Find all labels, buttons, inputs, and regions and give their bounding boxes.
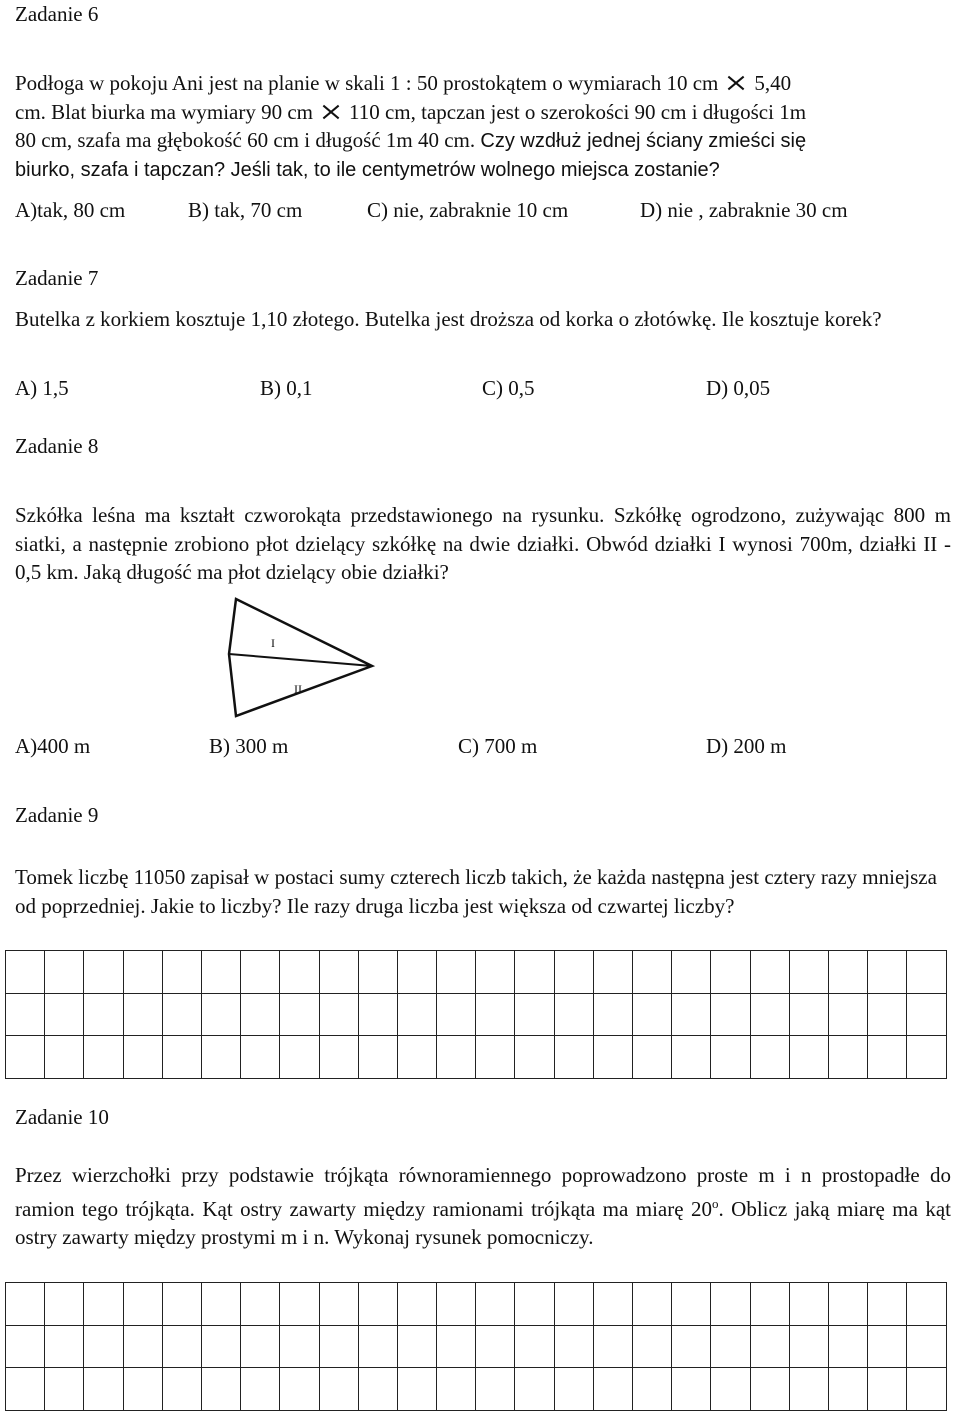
grid-cell[interactable] xyxy=(672,1325,711,1368)
grid-cell[interactable] xyxy=(319,1283,358,1326)
grid-cell[interactable] xyxy=(515,1283,554,1326)
grid-cell[interactable] xyxy=(593,951,632,994)
grid-cell[interactable] xyxy=(319,1325,358,1368)
grid-cell[interactable] xyxy=(6,951,45,994)
grid-cell[interactable] xyxy=(397,993,436,1036)
grid-cell[interactable] xyxy=(828,951,867,994)
grid-cell[interactable] xyxy=(907,1283,946,1326)
zadanie-6-line-4: biurko, szafa i tapczan? Jeśli tak, to ile centymetrów wolnego miejsca zostanie? xyxy=(15,158,720,181)
grid-cell[interactable] xyxy=(672,951,711,994)
grid-cell[interactable] xyxy=(789,1036,828,1079)
grid-cell[interactable] xyxy=(6,1325,45,1368)
grid-cell[interactable] xyxy=(6,1036,45,1079)
zadanie-6-line-1 xyxy=(15,69,951,98)
zadanie-6-text xyxy=(15,69,951,184)
grid-cell[interactable] xyxy=(123,1325,162,1368)
grid-row xyxy=(6,1325,947,1368)
grid-cell[interactable] xyxy=(828,993,867,1036)
grid-cell[interactable] xyxy=(437,951,476,994)
zadanie-6-line-2 xyxy=(15,98,951,127)
grid-cell[interactable] xyxy=(280,1325,319,1368)
grid-cell[interactable] xyxy=(515,1036,554,1079)
grid-row xyxy=(6,1283,947,1326)
grid-cell[interactable] xyxy=(907,1036,946,1079)
zadanie-6-line-1-b: 5,40 xyxy=(754,71,792,95)
zadanie-6-title: Zadanie 6 xyxy=(15,2,99,26)
grid-cell[interactable] xyxy=(711,951,750,994)
grid-cell[interactable] xyxy=(711,1325,750,1368)
grid-row xyxy=(6,1036,947,1079)
grid-cell[interactable] xyxy=(750,1283,789,1326)
grid-row xyxy=(6,993,947,1036)
grid-cell[interactable] xyxy=(868,951,907,994)
grid-cell[interactable] xyxy=(280,1283,319,1326)
zadanie-7-title: Zadanie 7 xyxy=(15,266,99,290)
grid-cell[interactable] xyxy=(319,1036,358,1079)
grid-cell[interactable] xyxy=(554,1036,593,1079)
grid-cell[interactable] xyxy=(397,1036,436,1079)
grid-cell[interactable] xyxy=(201,1036,240,1079)
grid-cell[interactable] xyxy=(45,993,84,1036)
zadanie-6-line-1-a: Podłoga w pokoju Ani jest na planie w skali 1 : 50 prostokątem o wymiarach 10 cm xyxy=(15,71,719,95)
grid-cell[interactable] xyxy=(162,1325,201,1368)
multiply-sign-icon xyxy=(319,104,343,120)
grid-cell[interactable] xyxy=(672,1283,711,1326)
grid-cell[interactable] xyxy=(554,1283,593,1326)
grid-cell[interactable] xyxy=(358,1325,397,1368)
grid-cell[interactable] xyxy=(515,951,554,994)
grid-cell[interactable] xyxy=(358,1036,397,1079)
zadanie-7-option-c: C) 0,5 xyxy=(482,376,535,400)
grid-cell[interactable] xyxy=(868,1325,907,1368)
grid-cell[interactable] xyxy=(397,951,436,994)
grid-cell[interactable] xyxy=(515,993,554,1036)
zadanie-9-title: Zadanie 9 xyxy=(15,803,99,827)
grid-cell[interactable] xyxy=(45,1283,84,1326)
grid-cell[interactable] xyxy=(476,993,515,1036)
grid-cell[interactable] xyxy=(162,1036,201,1079)
grid-cell[interactable] xyxy=(45,1325,84,1368)
zadanie-7-text: Butelka z korkiem kosztuje 1,10 złotego. Butelka jest droższa od korka o złotówkę. Ile kosztuje korek? xyxy=(15,307,882,331)
grid-cell[interactable] xyxy=(633,993,672,1036)
grid-cell[interactable] xyxy=(319,993,358,1036)
answer-grid-10[interactable] xyxy=(5,1282,947,1411)
grid-cell[interactable] xyxy=(515,1325,554,1368)
grid-cell[interactable] xyxy=(868,993,907,1036)
grid-cell[interactable] xyxy=(711,993,750,1036)
grid-cell[interactable] xyxy=(123,951,162,994)
zadanie-6-line-3-serif: 80 cm, szafa ma głębokość 60 cm i długość 1m 40 cm. xyxy=(15,128,476,152)
grid-cell[interactable] xyxy=(437,993,476,1036)
zadanie-7-option-d: D) 0,05 xyxy=(706,376,771,400)
grid-cell[interactable] xyxy=(633,951,672,994)
zadanie-6-line-3 xyxy=(15,126,951,156)
zadanie-8-option-a: A)400 m xyxy=(15,734,91,758)
grid-cell[interactable] xyxy=(241,1036,280,1079)
grid-cell[interactable] xyxy=(437,1325,476,1368)
grid-cell[interactable] xyxy=(241,1283,280,1326)
grid-cell[interactable] xyxy=(162,1283,201,1326)
grid-cell[interactable] xyxy=(358,1283,397,1326)
grid-cell[interactable] xyxy=(789,951,828,994)
grid-cell[interactable] xyxy=(45,1036,84,1079)
grid-cell[interactable] xyxy=(789,1283,828,1326)
grid-cell[interactable] xyxy=(397,1325,436,1368)
grid-cell[interactable] xyxy=(162,951,201,994)
zadanie-6-line-3-sans: Czy wzdłuż jednej ściany zmieści się xyxy=(480,130,807,152)
zadanie-10-text-a: Przez wierzchołki przy podstawie trójkąta równoramiennego poprowadzono proste m i n prostopadłe do ramion tego trójkąta. Kąt ostry zawarty między ramionami trójkąta ma miarę 20 xyxy=(15,1163,951,1221)
grid-cell[interactable] xyxy=(84,1036,123,1079)
grid-cell[interactable] xyxy=(711,1036,750,1079)
grid-cell[interactable] xyxy=(241,1325,280,1368)
grid-cell[interactable] xyxy=(84,1325,123,1368)
grid-cell[interactable] xyxy=(593,1283,632,1326)
grid-cell[interactable] xyxy=(6,1283,45,1326)
quadrilateral-outline xyxy=(229,599,372,716)
grid-cell[interactable] xyxy=(750,1325,789,1368)
zadanie-8-option-b: B) 300 m xyxy=(209,734,289,758)
grid-cell[interactable] xyxy=(241,993,280,1036)
grid-cell[interactable] xyxy=(750,993,789,1036)
grid-cell[interactable] xyxy=(123,1036,162,1079)
zadanie-6-option-a: A)tak, 80 cm xyxy=(15,198,126,222)
grid-cell[interactable] xyxy=(868,1036,907,1079)
grid-cell[interactable] xyxy=(554,951,593,994)
grid-cell[interactable] xyxy=(280,951,319,994)
grid-cell[interactable] xyxy=(789,993,828,1036)
grid-cell[interactable] xyxy=(593,1325,632,1368)
grid-cell[interactable] xyxy=(633,1325,672,1368)
grid-cell[interactable] xyxy=(907,993,946,1036)
grid-cell[interactable] xyxy=(319,951,358,994)
grid-cell[interactable] xyxy=(201,951,240,994)
grid-cell[interactable] xyxy=(476,951,515,994)
grid-cell[interactable] xyxy=(123,1283,162,1326)
grid-cell[interactable] xyxy=(123,993,162,1036)
grid-cell[interactable] xyxy=(84,993,123,1036)
grid-cell[interactable] xyxy=(672,993,711,1036)
zadanie-6-option-c: C) nie, zabraknie 10 cm xyxy=(367,198,569,222)
zadanie-6-line-2-a: cm. Blat biurka ma wymiary 90 cm xyxy=(15,99,314,124)
grid-cell[interactable] xyxy=(750,951,789,994)
grid-cell[interactable] xyxy=(476,1283,515,1326)
grid-row xyxy=(6,951,947,994)
grid-cell[interactable] xyxy=(593,1036,632,1079)
grid-cell[interactable] xyxy=(358,993,397,1036)
grid-cell[interactable] xyxy=(84,1283,123,1326)
zadanie-7-option-b: B) 0,1 xyxy=(260,376,313,400)
grid-cell[interactable] xyxy=(397,1283,436,1326)
grid-cell[interactable] xyxy=(84,951,123,994)
quadrilateral-figure xyxy=(222,594,378,720)
grid-cell[interactable] xyxy=(828,1036,867,1079)
grid-cell[interactable] xyxy=(633,1036,672,1079)
grid-cell[interactable] xyxy=(554,993,593,1036)
zadanie-6-option-d: D) nie , zabraknie 30 cm xyxy=(640,198,848,222)
grid-cell[interactable] xyxy=(437,1283,476,1326)
zadanie-10-text-b: . Oblicz jaką miarę ma kąt ostry zawarty między prostymi m i n. Wykonaj rysunek pomocniczy. xyxy=(15,1196,951,1249)
plot-label-ii: II xyxy=(294,682,302,696)
zadanie-8-text: Szkółka leśna ma kształt czworokąta przedstawionego na rysunku. Szkółkę ogrodzono, zużywając 800 m siatki, a następnie zrobiono płot dzielący szkółkę na dwie działki. Obwód działki I wynosi 700m, działki II - 0,5 km. Jaką długość ma płot dzielący obie działki? xyxy=(15,503,951,584)
zadanie-7-option-a: A) 1,5 xyxy=(15,376,69,400)
zadanie-10-text xyxy=(15,1161,951,1252)
grid-cell[interactable] xyxy=(476,1325,515,1368)
grid-cell[interactable] xyxy=(789,1325,828,1368)
multiply-sign-icon xyxy=(724,75,748,91)
grid-cell[interactable] xyxy=(828,1283,867,1326)
grid-cell[interactable] xyxy=(554,1325,593,1368)
grid-cell[interactable] xyxy=(280,1036,319,1079)
zadanie-10-title: Zadanie 10 xyxy=(15,1105,109,1129)
grid-cell[interactable] xyxy=(358,951,397,994)
grid-cell[interactable] xyxy=(633,1283,672,1326)
grid-cell[interactable] xyxy=(868,1283,907,1326)
grid-cell[interactable] xyxy=(907,951,946,994)
zadanie-6-option-b: B) tak, 70 cm xyxy=(188,198,303,222)
zadanie-8-title: Zadanie 8 xyxy=(15,434,99,458)
grid-cell[interactable] xyxy=(437,1036,476,1079)
grid-cell[interactable] xyxy=(280,993,319,1036)
grid-cell[interactable] xyxy=(241,951,280,994)
degree-superscript: o xyxy=(712,1195,719,1211)
grid-cell[interactable] xyxy=(476,1036,515,1079)
grid-cell[interactable] xyxy=(907,1325,946,1368)
grid-cell[interactable] xyxy=(672,1036,711,1079)
zadanie-8-option-d: D) 200 m xyxy=(706,734,787,758)
answer-grid-9[interactable] xyxy=(5,950,947,1079)
grid-cell[interactable] xyxy=(201,1283,240,1326)
grid-cell[interactable] xyxy=(828,1325,867,1368)
grid-cell[interactable] xyxy=(201,1325,240,1368)
grid-cell[interactable] xyxy=(593,993,632,1036)
zadanie-6-line-2-b: 110 cm, tapczan jest o szerokości 90 cm i długości 1m xyxy=(349,99,807,124)
grid-cell[interactable] xyxy=(45,951,84,994)
zadanie-8-option-c: C) 700 m xyxy=(458,734,538,758)
grid-cell[interactable] xyxy=(750,1036,789,1079)
grid-cell[interactable] xyxy=(6,993,45,1036)
grid-cell[interactable] xyxy=(201,993,240,1036)
zadanie-9-text: Tomek liczbę 11050 zapisał w postaci sumy czterech liczb takich, że każda następna jest cztery razy mniejsza od poprzedniej. Jakie to liczby? Ile razy druga liczba jest większa od czwartej liczby? xyxy=(15,865,937,918)
grid-cell[interactable] xyxy=(711,1283,750,1326)
plot-label-i: I xyxy=(271,636,275,650)
grid-cell[interactable] xyxy=(162,993,201,1036)
